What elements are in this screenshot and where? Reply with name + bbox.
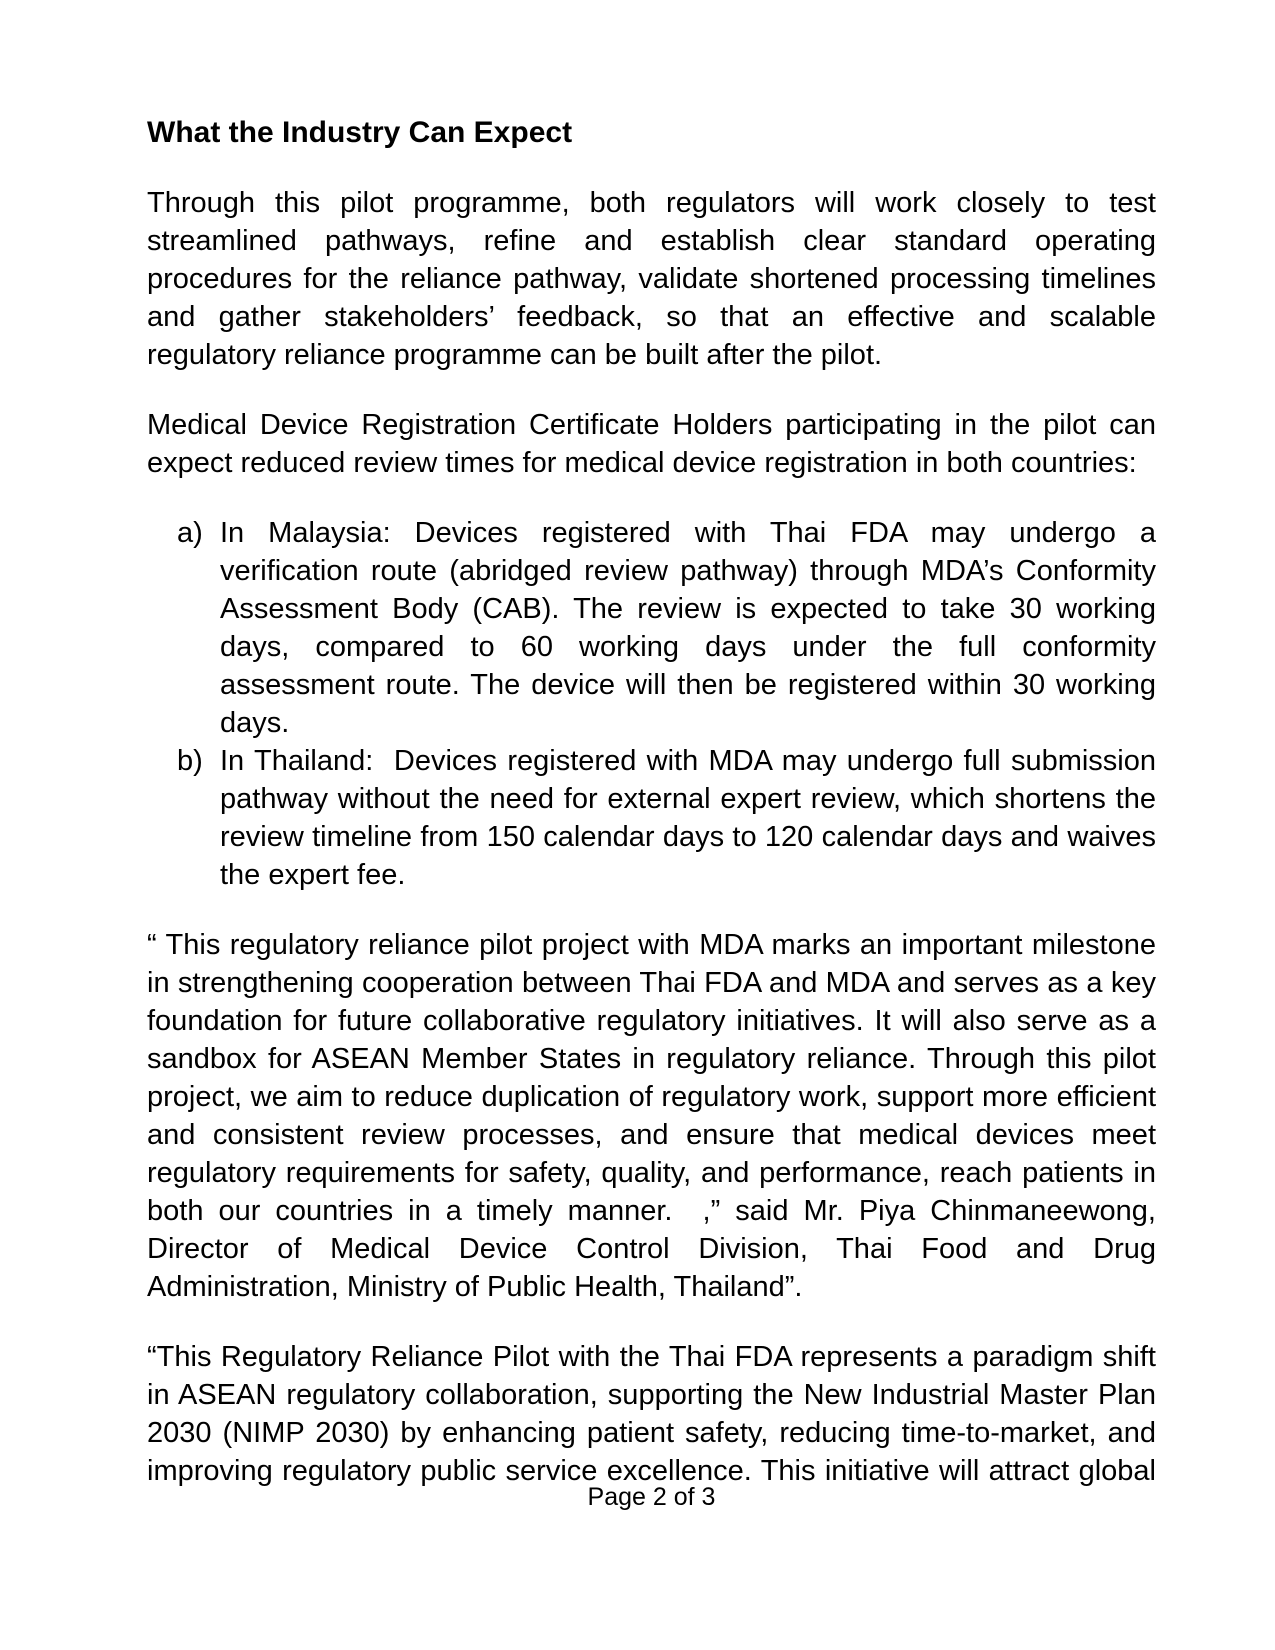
list-item-marker-a: a) <box>177 517 203 549</box>
list-item-thailand <box>147 742 1156 894</box>
paragraph-certificate-holders: Medical Device Registration Certificate Holders participating in the pilot can expect reduced review times for medical device registration in both countries: <box>147 409 1156 479</box>
paragraph-pilot-programme: Through this pilot programme, both regulators will work closely to test streamlined pathways, refine and establish clear standard operating procedures for the reliance pathway, validate shortened processing timelines and gather stakeholders’ feedback, so that an effective and scalable regulatory reliance programme can be built after the pilot. <box>147 187 1156 371</box>
list-item-marker-b: b) <box>177 745 203 777</box>
list-item-text-thailand: In Thailand: Devices registered with MDA may undergo full submission pathway without the need for external expert review, which shortens the review timeline from 150 calendar days to 120 calendar days and waives the expert fee. <box>220 745 1156 891</box>
country-benefits-list <box>147 514 1156 894</box>
paragraph-quote-thai-fda: “ This regulatory reliance pilot project with MDA marks an important milestone in strengthening cooperation between Thai FDA and MDA and serves as a key foundation for future collaborative regulatory initiatives. It will also serve as a sandbox for ASEAN Member States in regulatory reliance. Through this pilot project, we aim to reduce duplication of regulatory work, support more efficient and consistent review processes, and ensure that medical devices meet regulatory requirements for safety, quality, and performance, reach patients in both our countries in a timely manner. ,” said Mr. Piya Chinmaneewong, Director of Medical Device Control Division, Thai Food and Drug Administration, Ministry of Public Health, Thailand”. <box>147 929 1156 1303</box>
list-item-text-malaysia: In Malaysia: Devices registered with Thai FDA may undergo a verification route (abridged review pathway) through MDA’s Conformity Assessment Body (CAB). The review is expected to take 30 working days, compared to 60 working days under the full conformity assessment route. The device will then be registered within 30 working days. <box>220 517 1156 739</box>
paragraph-quote-mda: “This Regulatory Reliance Pilot with the Thai FDA represents a paradigm shift in ASEAN regulatory collaboration, supporting the New Industrial Master Plan 2030 (NIMP 2030) by enhancing patient safety, reducing time-to-market, and improving regulatory public service excellence. This initiative will attract global <box>147 1341 1156 1487</box>
section-heading: What the Industry Can Expect <box>147 116 573 149</box>
page-number: Page 2 of 3 <box>587 1483 716 1511</box>
page-content <box>147 114 1156 1490</box>
list-item-malaysia <box>147 514 1156 742</box>
